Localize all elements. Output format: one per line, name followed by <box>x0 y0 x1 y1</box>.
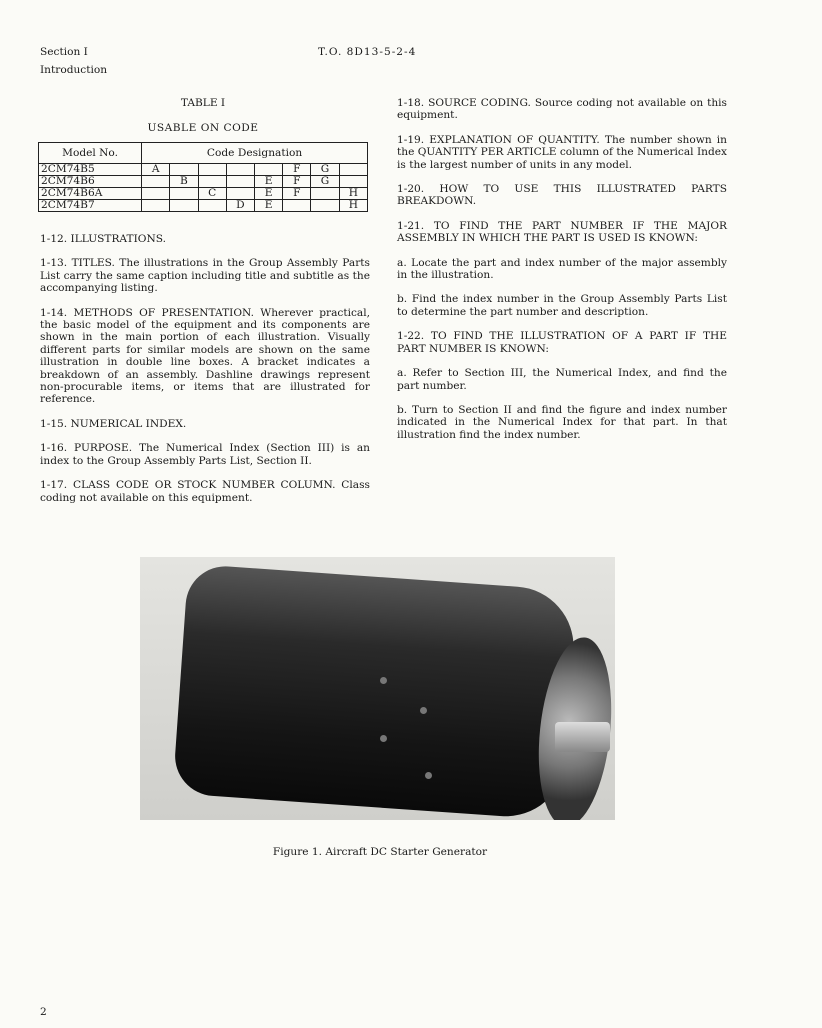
code-cell <box>170 188 198 200</box>
code-cell <box>226 188 254 200</box>
paragraph: 1-20. HOW TO USE THIS ILLUSTRATED PARTS BREAKDOWN. <box>397 183 727 208</box>
col-model: Model No. <box>39 143 142 164</box>
model-cell: 2CM74B7 <box>39 200 142 212</box>
paragraph: a. Locate the part and index number of the major assembly in the illustration. <box>397 256 727 282</box>
table-row <box>39 200 368 212</box>
code-cell <box>198 164 226 176</box>
code-cell <box>142 200 170 212</box>
code-cell <box>339 176 367 188</box>
paragraph: a. Refer to Section III, the Numerical Index, and find the part number. <box>397 367 727 392</box>
code-cell: G <box>311 164 339 176</box>
code-cell: F <box>283 164 311 176</box>
paragraph: 1-15. NUMERICAL INDEX. <box>40 417 187 430</box>
code-cell: E <box>255 176 283 188</box>
code-cell <box>198 176 226 188</box>
table-subtitle: USABLE ON CODE <box>147 122 259 134</box>
code-cell <box>142 176 170 188</box>
code-cell <box>170 200 198 212</box>
code-cell <box>198 200 226 212</box>
code-cell <box>255 164 283 176</box>
usable-on-code-table <box>38 142 368 212</box>
left-column <box>40 233 370 516</box>
paragraph: 1-18. SOURCE CODING. Source coding not available on this equipment. <box>397 97 727 122</box>
code-cell: H <box>339 188 367 200</box>
table-row <box>39 176 368 188</box>
code-cell <box>339 164 367 176</box>
paragraph: 1-14. METHODS OF PRESENTATION. Wherever practical, the basic model of the equipment and its components are shown in the main portion of each illustration. Visually different parts for similar models are shown on the same illustration in double line boxes. A bracket indicates a breakdown of an assembly. Dashline drawings represent non-procurable items, or items that are illustrated for reference. <box>40 306 370 406</box>
code-cell: H <box>339 200 367 212</box>
paragraph: 1-17. CLASS CODE OR STOCK NUMBER COLUMN. Class coding not available on this equipment. <box>40 479 370 504</box>
section-label: Section I <box>40 46 88 58</box>
paragraph: 1-21. TO FIND THE PART NUMBER IF THE MAJOR ASSEMBLY IN WHICH THE PART IS USED IS KNOWN: <box>397 219 727 245</box>
code-cell: E <box>255 188 283 200</box>
table-row <box>39 164 368 176</box>
paragraph: 1-22. TO FIND THE ILLUSTRATION OF A PART IF THE PART NUMBER IS KNOWN: <box>397 330 727 355</box>
to-number: T.O. 8D13-5-2-4 <box>318 46 417 58</box>
model-cell: 2CM74B6A <box>39 188 142 200</box>
code-cell <box>226 176 254 188</box>
code-cell: G <box>311 176 339 188</box>
code-cell: B <box>170 176 198 188</box>
subsection-label: Introduction <box>40 64 108 76</box>
col-code: Code Designation <box>142 143 368 164</box>
code-cell <box>283 200 311 212</box>
starter-generator-photo <box>140 557 615 820</box>
paragraph: 1-16. PURPOSE. The Numerical Index (Section III) is an index to the Group Assembly Parts List, Section II. <box>40 442 370 467</box>
page-number: 2 <box>40 1006 47 1018</box>
paragraph: 1-13. TITLES. The illustrations in the Group Assembly Parts List carry the same caption including title and subtitle as the accompanying listing. <box>40 257 370 295</box>
code-cell: D <box>226 200 254 212</box>
model-cell: 2CM74B5 <box>39 164 142 176</box>
paragraph: 1-19. EXPLANATION OF QUANTITY. The number shown in the QUANTITY PER ARTICLE column of the Numerical Index is the largest number of units in any model. <box>397 133 727 171</box>
code-cell <box>142 188 170 200</box>
table-row <box>39 188 368 200</box>
paragraph: b. Turn to Section II and find the figure and index number indicated in the Numerical Index for that part. In that illustration find the index number. <box>397 403 727 441</box>
code-cell: E <box>255 200 283 212</box>
code-cell: F <box>283 176 311 188</box>
right-column <box>397 97 727 453</box>
paragraph: 1-12. ILLUSTRATIONS. <box>40 233 166 245</box>
figure-caption: Figure 1. Aircraft DC Starter Generator <box>272 846 488 858</box>
code-cell <box>170 164 198 176</box>
code-cell: F <box>283 188 311 200</box>
table-title: TABLE I <box>180 97 226 109</box>
model-cell: 2CM74B6 <box>39 176 142 188</box>
code-cell <box>226 164 254 176</box>
code-cell: A <box>142 164 170 176</box>
code-cell <box>311 188 339 200</box>
paragraph: b. Find the index number in the Group Assembly Parts List to determine the part number and description. <box>397 293 727 318</box>
code-cell: C <box>198 188 226 200</box>
code-cell <box>311 200 339 212</box>
